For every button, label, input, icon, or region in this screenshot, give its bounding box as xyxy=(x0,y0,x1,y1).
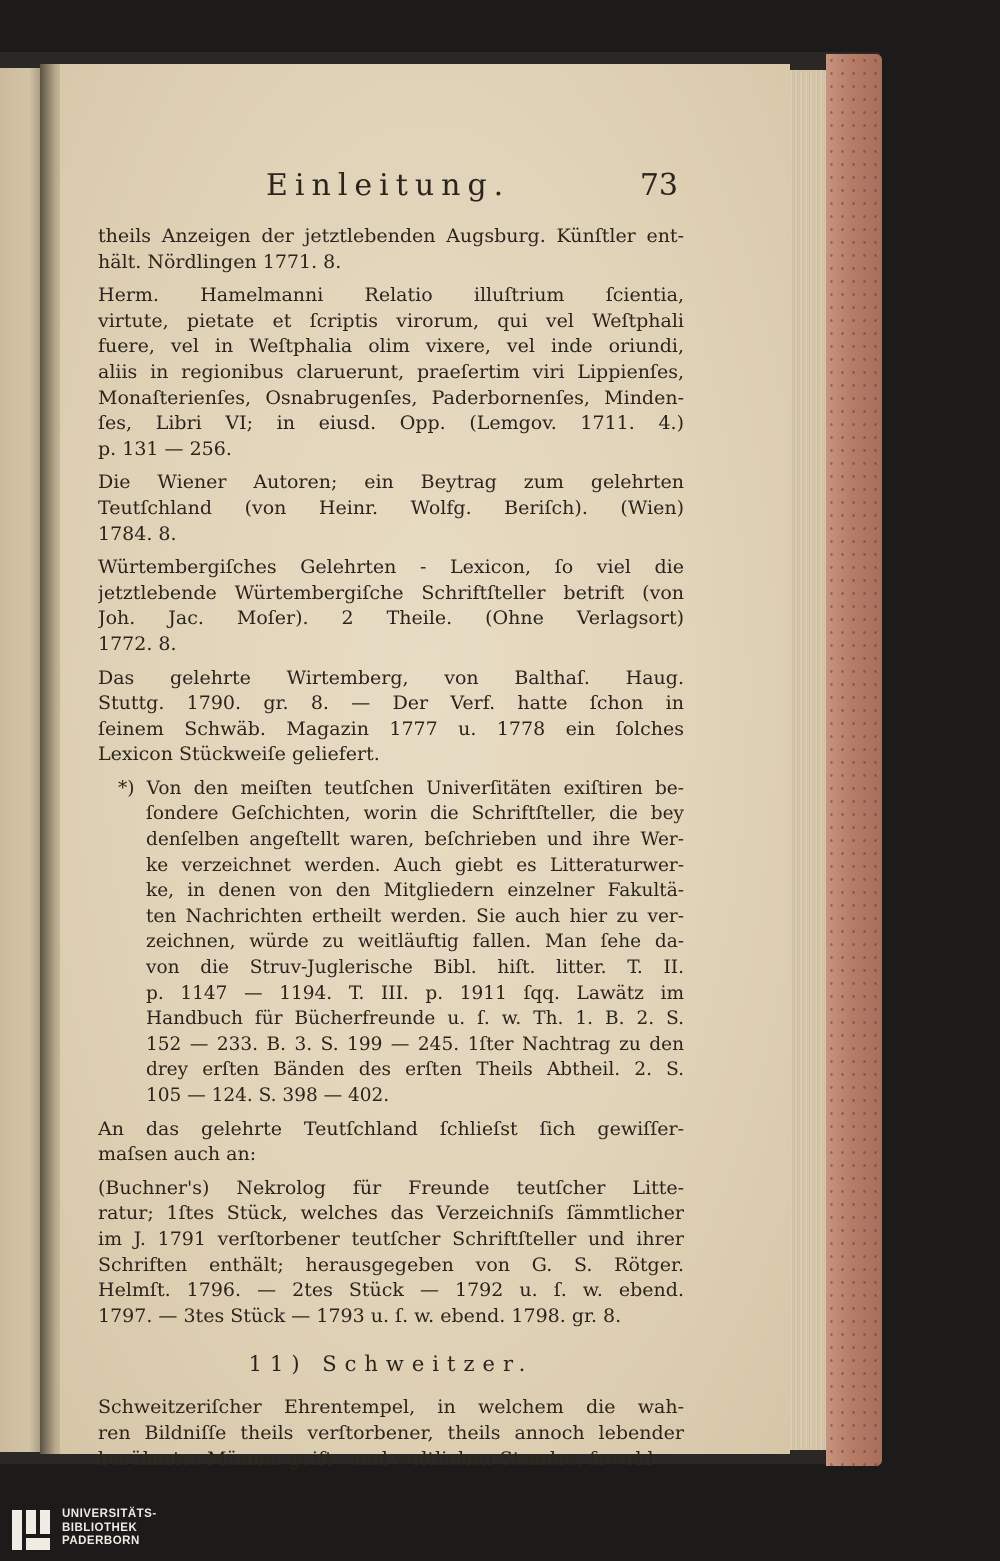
footnote-line: 105 — 124. S. 398 — 402. xyxy=(146,1085,390,1106)
footnote xyxy=(98,768,684,1117)
text-line: im J. 1791 verſtorbener teutſcher Schriftſteller und ihrer xyxy=(98,1227,684,1250)
footnote-line: von die Struv-Juglerische Bibl. hiſt. litter. T. II. xyxy=(146,957,684,979)
text-line: ratur; 1ſtes Stück, welches das Verzeichniſs ſämmtlicher xyxy=(98,1202,684,1225)
entries-block-1 xyxy=(98,224,684,768)
text-line: Das gelehrte Wirtemberg, von Balthaſ. Haug. xyxy=(98,666,684,689)
page-header xyxy=(90,168,690,208)
text-line: berühmter Männer geiſt - und weltlichen Standes, ſowohl xyxy=(98,1447,654,1470)
library-mark-icon xyxy=(12,1510,50,1550)
text-line: 1772. 8. xyxy=(98,632,177,655)
text-line: Teutſchland (von Heinr. Wolfg. Beriſch). (Wien) xyxy=(98,496,684,519)
text-line: maſsen auch an: xyxy=(98,1143,257,1166)
book-cover-board xyxy=(826,54,882,1466)
text-line: Schweitzeriſcher Ehrentempel, in welchem die wah- xyxy=(98,1396,684,1419)
running-head: Einleitung. xyxy=(266,168,511,203)
library-name: UNIVERSITÄTS- BIBLIOTHEK PADERBORN xyxy=(62,1508,157,1547)
footnote-line: ſondere Geſchichten, worin die Schriftſteller, die bey xyxy=(146,803,684,825)
library-logo xyxy=(12,1508,232,1552)
text-line: Schriften enthält; herausgegeben von G. S. Rötger. xyxy=(98,1253,684,1276)
text-line: theils Anzeigen der jetztlebenden Augsburg. Künſtler ent- xyxy=(98,225,684,247)
footnote-line: *) Von den meiſten teutſchen Univerſitäten exiſtiren be- xyxy=(118,777,684,799)
footnote-line: p. 1147 — 1194. T. III. p. 1911 ſqq. Lawätz im xyxy=(146,982,684,1004)
text-line: Die Wiener Autoren; ein Beytrag zum gelehrten xyxy=(98,471,684,494)
text-line: ſeinem Schwäb. Magazin 1777 u. 1778 ein ſolches xyxy=(98,717,684,740)
text-line: Helmſt. 1796. — 2tes Stück — 1792 u. ſ. w. ebend. xyxy=(98,1279,684,1302)
section-heading: 11) Schweitzer. xyxy=(248,1352,534,1377)
footnote-line: 152 — 233. B. 3. S. 199 — 245. 1ſter Nachtrag zu den xyxy=(146,1033,684,1055)
text-line: ſes, Libri VI; in eiusd. Opp. (Lemgov. 1711. 4.) xyxy=(98,412,684,435)
footnote-line: Handbuch für Bücherfreunde u. ſ. w. Th. 1. B. 2. S. xyxy=(146,1008,684,1030)
footnote-line: drey erſten Bänden des erſten Theils Abtheil. 2. S. xyxy=(146,1059,684,1081)
text-line: fuere, vel in Weſtphalia olim vixere, vel inde oriundi, xyxy=(98,335,684,358)
text-line: Würtembergiſches Gelehrten - Lexicon, ſo viel die xyxy=(98,556,684,579)
text-line: Stuttg. 1790. gr. 8. — Der Verf. hatte ſchon in xyxy=(98,692,684,715)
text-line: Monaſterienſes, Osnabrugenſes, Paderbornenſes, Minden- xyxy=(98,386,684,409)
text-line: p. 131 — 256. xyxy=(98,437,232,460)
footnote-line: zeichnen, würde zu weitläuftig fallen. Man ſehe da- xyxy=(146,931,684,953)
text-line: 1784. 8. xyxy=(98,522,177,545)
entries-block-3 xyxy=(98,1395,684,1472)
text-line: 1797. — 3tes Stück — 1793 u. ſ. w. ebend. 1798. gr. 8. xyxy=(98,1304,622,1327)
footnote-line: ten Nachrichten ertheilt werden. Sie auch hier zu ver- xyxy=(146,905,684,927)
text-line: Lexicon Stückweiſe geliefert. xyxy=(98,743,380,766)
page-edges xyxy=(788,70,830,1450)
text-line: virtute, pietate et ſcriptis virorum, qui vel Weſtphali xyxy=(98,309,684,332)
text-line: aliis in regionibus claruerunt, praeſertim viri Lippienſes, xyxy=(98,360,684,383)
footnote-line: ke, in denen von den Mitgliedern einzelner Fakultä- xyxy=(146,880,684,902)
footnote-line: denſelben angeſtellt waren, beſchrieben und ihre Wer- xyxy=(146,829,684,851)
text-line: hält. Nördlingen 1771. 8. xyxy=(98,250,342,273)
footnote-line: ke verzeichnet werden. Auch giebt es Litteraturwer- xyxy=(146,854,684,876)
entries-block-2 xyxy=(98,1117,684,1330)
text-line: An das gelehrte Teutſchland ſchlieſst ſich gewiſſer- xyxy=(98,1117,684,1140)
page-text xyxy=(98,224,684,1472)
text-line: (Buchner's) Nekrolog für Freunde teutſcher Litte- xyxy=(98,1176,684,1199)
text-line: Herm. Hamelmanni Relatio illuſtrium ſcientia, xyxy=(98,284,684,307)
text-line: Joh. Jac. Moſer). 2 Theile. (Ohne Verlagsort) xyxy=(98,607,684,630)
text-line: ren Bildniſſe theils verſtorbener, theils annoch lebender xyxy=(98,1421,684,1444)
page-number: 73 xyxy=(639,168,678,203)
text-line: jetztlebende Würtembergiſche Schriftſteller betrift (von xyxy=(98,581,684,604)
